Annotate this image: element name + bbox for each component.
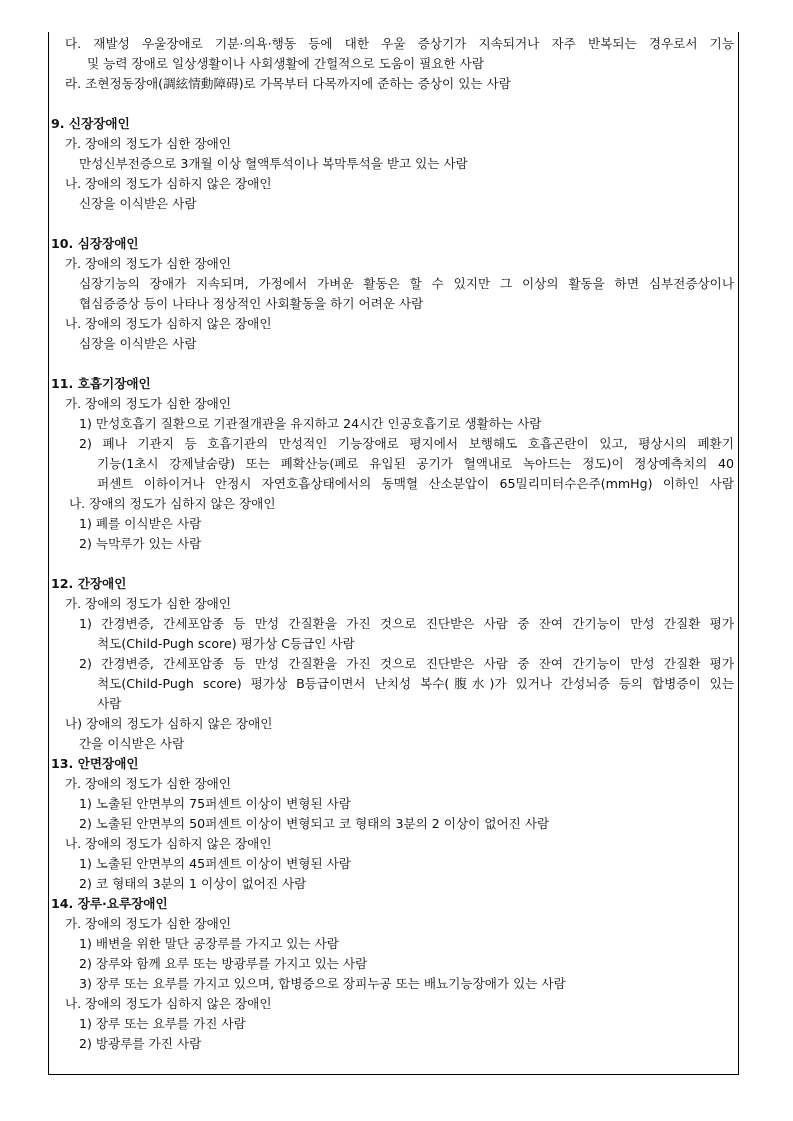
text-line: 나. 장애의 정도가 심하지 않은 장애인 <box>65 316 272 331</box>
text-line: 척도(Child-Pugh score) 평가상 C등급인 사람 <box>97 636 355 651</box>
text-line: 2) 코 형태의 3분의 1 이상이 없어진 사람 <box>79 876 307 891</box>
text-line: 2) 장루와 함께 요루 또는 방광루를 가지고 있는 사람 <box>79 956 368 971</box>
text-line: 나. 장애의 정도가 심하지 않은 장애인 <box>65 996 272 1011</box>
text-line: 퍼센트 이하이거나 안정시 자연호흡상태에서의 동맥혈 산소분압이 65밀리미터수은주(mmHg) 이하인 사람 <box>97 476 734 491</box>
text-line: 나. 장애의 정도가 심하지 않은 장애인 <box>65 176 272 191</box>
text-line: 2) 간경변증, 간세포암종 등 만성 간질환을 가진 것으로 진단받은 사람 중 잔여 간기능이 만성 간질환 평가 <box>79 656 734 671</box>
text-line: 나) 장애의 정도가 심하지 않은 장애인 <box>65 716 273 731</box>
section-heading: 12. 간장애인 <box>51 576 127 591</box>
text-line: 2) 늑막루가 있는 사람 <box>79 536 202 551</box>
text-line: 가. 장애의 정도가 심한 장애인 <box>65 916 232 931</box>
text-line: 1) 노출된 안면부의 75퍼센트 이상이 변형된 사람 <box>79 796 351 811</box>
text-line: 1) 배변을 위한 말단 공장루를 가지고 있는 사람 <box>79 936 339 951</box>
text-line: 1) 폐를 이식받은 사람 <box>79 516 202 531</box>
text-line: 1) 만성호흡기 질환으로 기관절개관을 유지하고 24시간 인공호흡기로 생활하는 사람 <box>79 416 542 431</box>
text-line: 2) 폐나 기관지 등 호흡기관의 만성적인 기능장애로 평지에서 보행해도 호흡곤란이 있고, 평상시의 폐환기 <box>79 436 734 451</box>
text-line: 가. 장애의 정도가 심한 장애인 <box>65 136 232 151</box>
text-line: 협심증증상 등이 나타나 정상적인 사회활동을 하기 어려운 사람 <box>79 296 424 311</box>
text-line: 1) 노출된 안면부의 45퍼센트 이상이 변형된 사람 <box>79 856 351 871</box>
text-line: 심장기능의 장애가 지속되며, 가정에서 가벼운 활동은 할 수 있지만 그 이상의 활동을 하면 심부전증상이나 <box>79 276 734 291</box>
text-line: 1) 간경변증, 간세포암종 등 만성 간질환을 가진 것으로 진단받은 사람 중 잔여 간기능이 만성 간질환 평가 <box>79 616 734 631</box>
text-line: 가. 장애의 정도가 심한 장애인 <box>65 596 232 611</box>
section-heading: 11. 호흡기장애인 <box>51 376 151 391</box>
section-heading: 10. 심장장애인 <box>51 236 139 251</box>
text-line: 가. 장애의 정도가 심한 장애인 <box>65 396 232 411</box>
text-line: 1) 장루 또는 요루를 가진 사람 <box>79 1016 246 1031</box>
text-line: 사람 <box>97 696 122 711</box>
text-line: 가. 장애의 정도가 심한 장애인 <box>65 256 232 271</box>
text-line: 간을 이식받은 사람 <box>79 736 185 751</box>
text-line: 2) 방광루를 가진 사람 <box>79 1036 202 1051</box>
section-heading: 14. 장루·요루장애인 <box>51 896 168 911</box>
text-line: 나. 장애의 정도가 심하지 않은 장애인 <box>65 836 272 851</box>
section-heading: 13. 안면장애인 <box>51 756 139 771</box>
text-line: 다. 재발성 우울장애로 기분·의욕·행동 등에 대한 우울 증상기가 지속되거나 자주 반복되는 경우로서 기능 <box>65 36 734 51</box>
text-line: 라. 조현정동장애(調絃情動障碍)로 가목부터 다목까지에 준하는 증상이 있는 사람 <box>65 76 511 91</box>
text-line: 기능(1초시 강제날숨량) 또는 폐확산능(폐로 유입된 공기가 혈액내로 녹아드는 정도)이 정상예측치의 40 <box>97 456 734 471</box>
text-line: 만성신부전증으로 3개월 이상 혈액투석이나 복막투석을 받고 있는 사람 <box>79 156 468 171</box>
text-line: 3) 장루 또는 요루를 가지고 있으며, 합병증으로 장피누공 또는 배뇨기능장애가 있는 사람 <box>79 976 566 991</box>
text-line: 심장을 이식받은 사람 <box>79 336 197 351</box>
text-line: 척도(Child-Pugh score) 평가상 B등급이면서 난치성 복수(腹水)가 있거나 간성뇌증 등의 합병증이 있는 <box>97 676 734 691</box>
section-heading: 9. 신장장애인 <box>51 116 130 131</box>
text-line: 2) 노출된 안면부의 50퍼센트 이상이 변형되고 코 형태의 3분의 2 이상이 없어진 사람 <box>79 816 550 831</box>
text-line: 나. 장애의 정도가 심하지 않은 장애인 <box>69 496 276 511</box>
text-line: 신장을 이식받은 사람 <box>79 196 197 211</box>
text-line: 및 능력 장애로 일상생활이나 사회생활에 간헐적으로 도움이 필요한 사람 <box>87 56 484 71</box>
document-frame <box>48 32 739 1075</box>
text-line: 가. 장애의 정도가 심한 장애인 <box>65 776 232 791</box>
